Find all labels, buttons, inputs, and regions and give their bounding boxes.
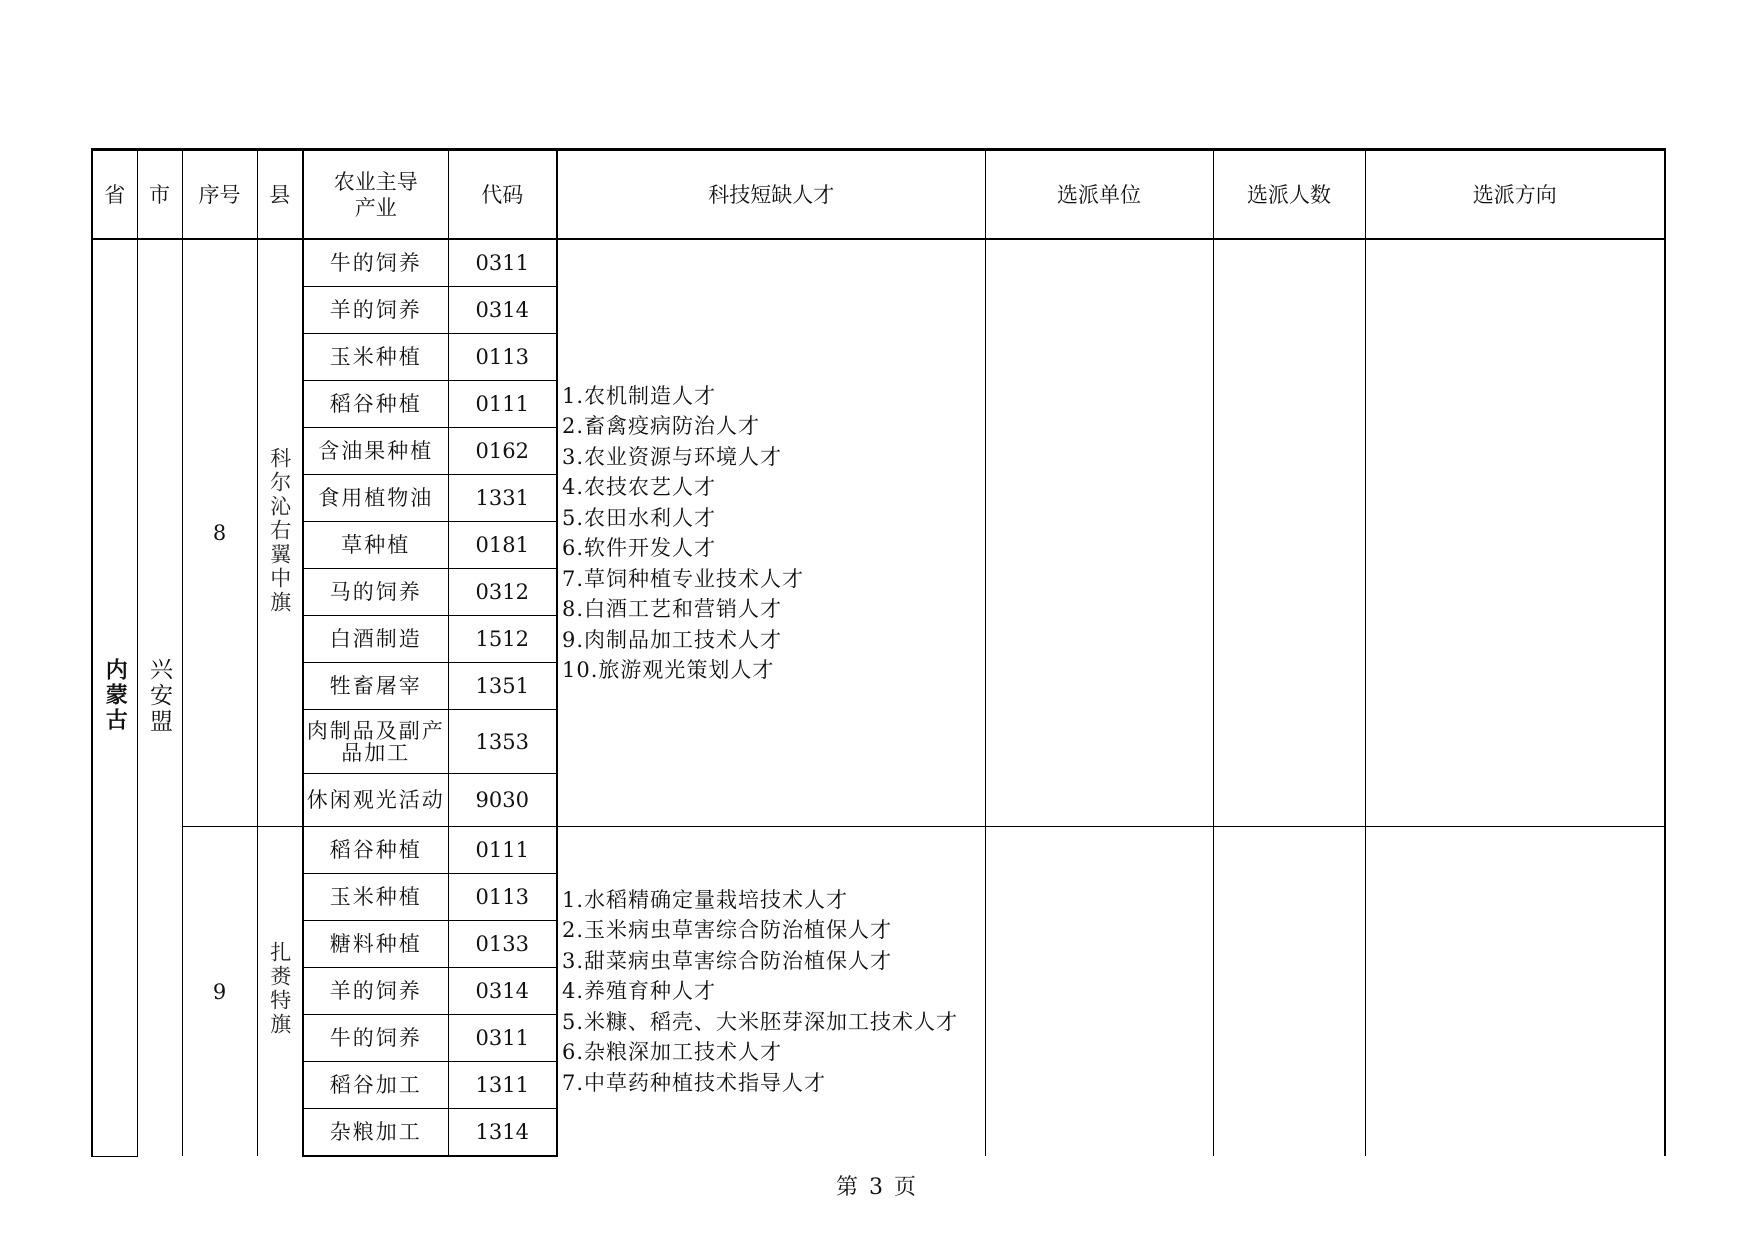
count-cell	[1213, 827, 1365, 1157]
talent-item: 4.养殖育种人才	[562, 979, 717, 1004]
industry-cell: 休闲观光活动	[303, 774, 448, 827]
header-province: 省	[92, 150, 137, 240]
talent-item: 6.软件开发人才	[562, 536, 717, 560]
code-cell: 1331	[448, 475, 557, 522]
header-count: 选派人数	[1213, 150, 1365, 240]
code-cell: 0311	[448, 1015, 557, 1062]
industry-cell: 食用植物油	[303, 475, 448, 522]
talent-item: 5.米糠、稻壳、大米胚芽深加工技术人才	[562, 1009, 959, 1034]
province-name: 内蒙古	[102, 657, 128, 733]
talent-item: 9.肉制品加工技术人才	[562, 627, 783, 652]
industry-cell: 杂粮加工	[303, 1109, 448, 1157]
industry-cell: 草种植	[303, 522, 448, 569]
talent-item: 4.农技农艺人才	[562, 475, 717, 499]
header-seq: 序号	[182, 150, 257, 240]
header-industry-line2: 产业	[354, 195, 397, 220]
code-cell: 0181	[448, 522, 557, 569]
code-cell: 0111	[448, 827, 557, 874]
industry-cell: 羊的饲养	[303, 287, 448, 334]
industry-cell: 肉制品及副产品加工	[303, 710, 448, 774]
talent-item: 2.畜禽疫病防治人才	[562, 414, 761, 438]
talent-item: 1.农机制造人才	[562, 383, 717, 408]
talent-item: 1.水稻精确定量栽培技术人才	[562, 887, 849, 912]
code-cell: 0311	[448, 239, 557, 287]
code-cell: 0314	[448, 287, 557, 334]
code-cell: 1512	[448, 616, 557, 663]
industry-cell: 玉米种植	[303, 874, 448, 921]
count-cell	[1213, 239, 1365, 827]
header-county: 县	[257, 150, 303, 240]
header-industry-line1: 农业主导	[333, 169, 418, 194]
industry-cell: 白酒制造	[303, 616, 448, 663]
header-code: 代码	[448, 150, 557, 240]
header-industry	[303, 150, 448, 240]
talent-item: 3.农业资源与环境人才	[562, 444, 783, 469]
code-cell: 1351	[448, 663, 557, 710]
talent-item: 7.中草药种植技术指导人才	[562, 1070, 827, 1095]
page-number: 第 3 页	[836, 1175, 918, 1200]
industry-cell: 稻谷种植	[303, 827, 448, 874]
direction-cell	[1365, 239, 1665, 827]
code-cell: 9030	[448, 774, 557, 827]
talent-item: 8.白酒工艺和营销人才	[562, 597, 783, 621]
industry-cell: 玉米种植	[303, 334, 448, 381]
header-row	[92, 150, 1665, 240]
header-unit: 选派单位	[985, 150, 1213, 240]
code-cell: 1314	[448, 1109, 557, 1157]
unit-cell	[985, 239, 1213, 827]
header-direction: 选派方向	[1365, 150, 1665, 240]
industry-cell: 稻谷种植	[303, 381, 448, 428]
direction-cell	[1365, 827, 1665, 1157]
county-cell	[257, 827, 303, 1157]
industry-cell: 羊的饲养	[303, 968, 448, 1015]
industry-cell: 牲畜屠宰	[303, 663, 448, 710]
talent-item: 10.旅游观光策划人才	[562, 658, 775, 682]
table-row	[92, 239, 1665, 287]
industry-cell: 马的饲养	[303, 569, 448, 616]
code-cell: 1311	[448, 1062, 557, 1109]
talent-item: 7.草饲种植专业技术人才	[562, 566, 805, 591]
industry-cell: 稻谷加工	[303, 1062, 448, 1109]
talent-list	[557, 239, 985, 827]
county-name: 扎赉特旗	[267, 941, 292, 1037]
city-cell	[137, 239, 182, 1156]
code-cell: 0111	[448, 381, 557, 428]
code-cell: 1353	[448, 710, 557, 774]
talent-item: 6.杂粮深加工技术人才	[562, 1040, 783, 1065]
table-row	[92, 827, 1665, 874]
industry-cell: 糖料种植	[303, 921, 448, 968]
talent-item: 2.玉米病虫草害综合防治植保人才	[562, 918, 893, 943]
code-cell: 0162	[448, 428, 557, 475]
unit-cell	[985, 827, 1213, 1157]
province-cell	[92, 239, 137, 1156]
talent-item: 5.农田水利人才	[562, 505, 717, 530]
industry-cell: 牛的饲养	[303, 239, 448, 287]
header-talent: 科技短缺人才	[557, 150, 985, 240]
industry-cell: 牛的饲养	[303, 1015, 448, 1062]
code-cell: 0113	[448, 334, 557, 381]
city-name: 兴安盟	[146, 656, 172, 735]
seq-cell: 8	[182, 239, 257, 827]
talent-demand-table	[91, 148, 1666, 1157]
talent-item: 3.甜菜病虫草害综合防治植保人才	[562, 948, 893, 973]
code-cell: 0113	[448, 874, 557, 921]
code-cell: 0314	[448, 968, 557, 1015]
code-cell: 0133	[448, 921, 557, 968]
county-name: 科尔沁右翼中旗	[267, 446, 292, 615]
header-city: 市	[137, 150, 182, 240]
code-cell: 0312	[448, 569, 557, 616]
seq-cell: 9	[182, 827, 257, 1157]
industry-cell: 含油果种植	[303, 428, 448, 475]
county-cell	[257, 239, 303, 827]
talent-list	[557, 827, 985, 1157]
